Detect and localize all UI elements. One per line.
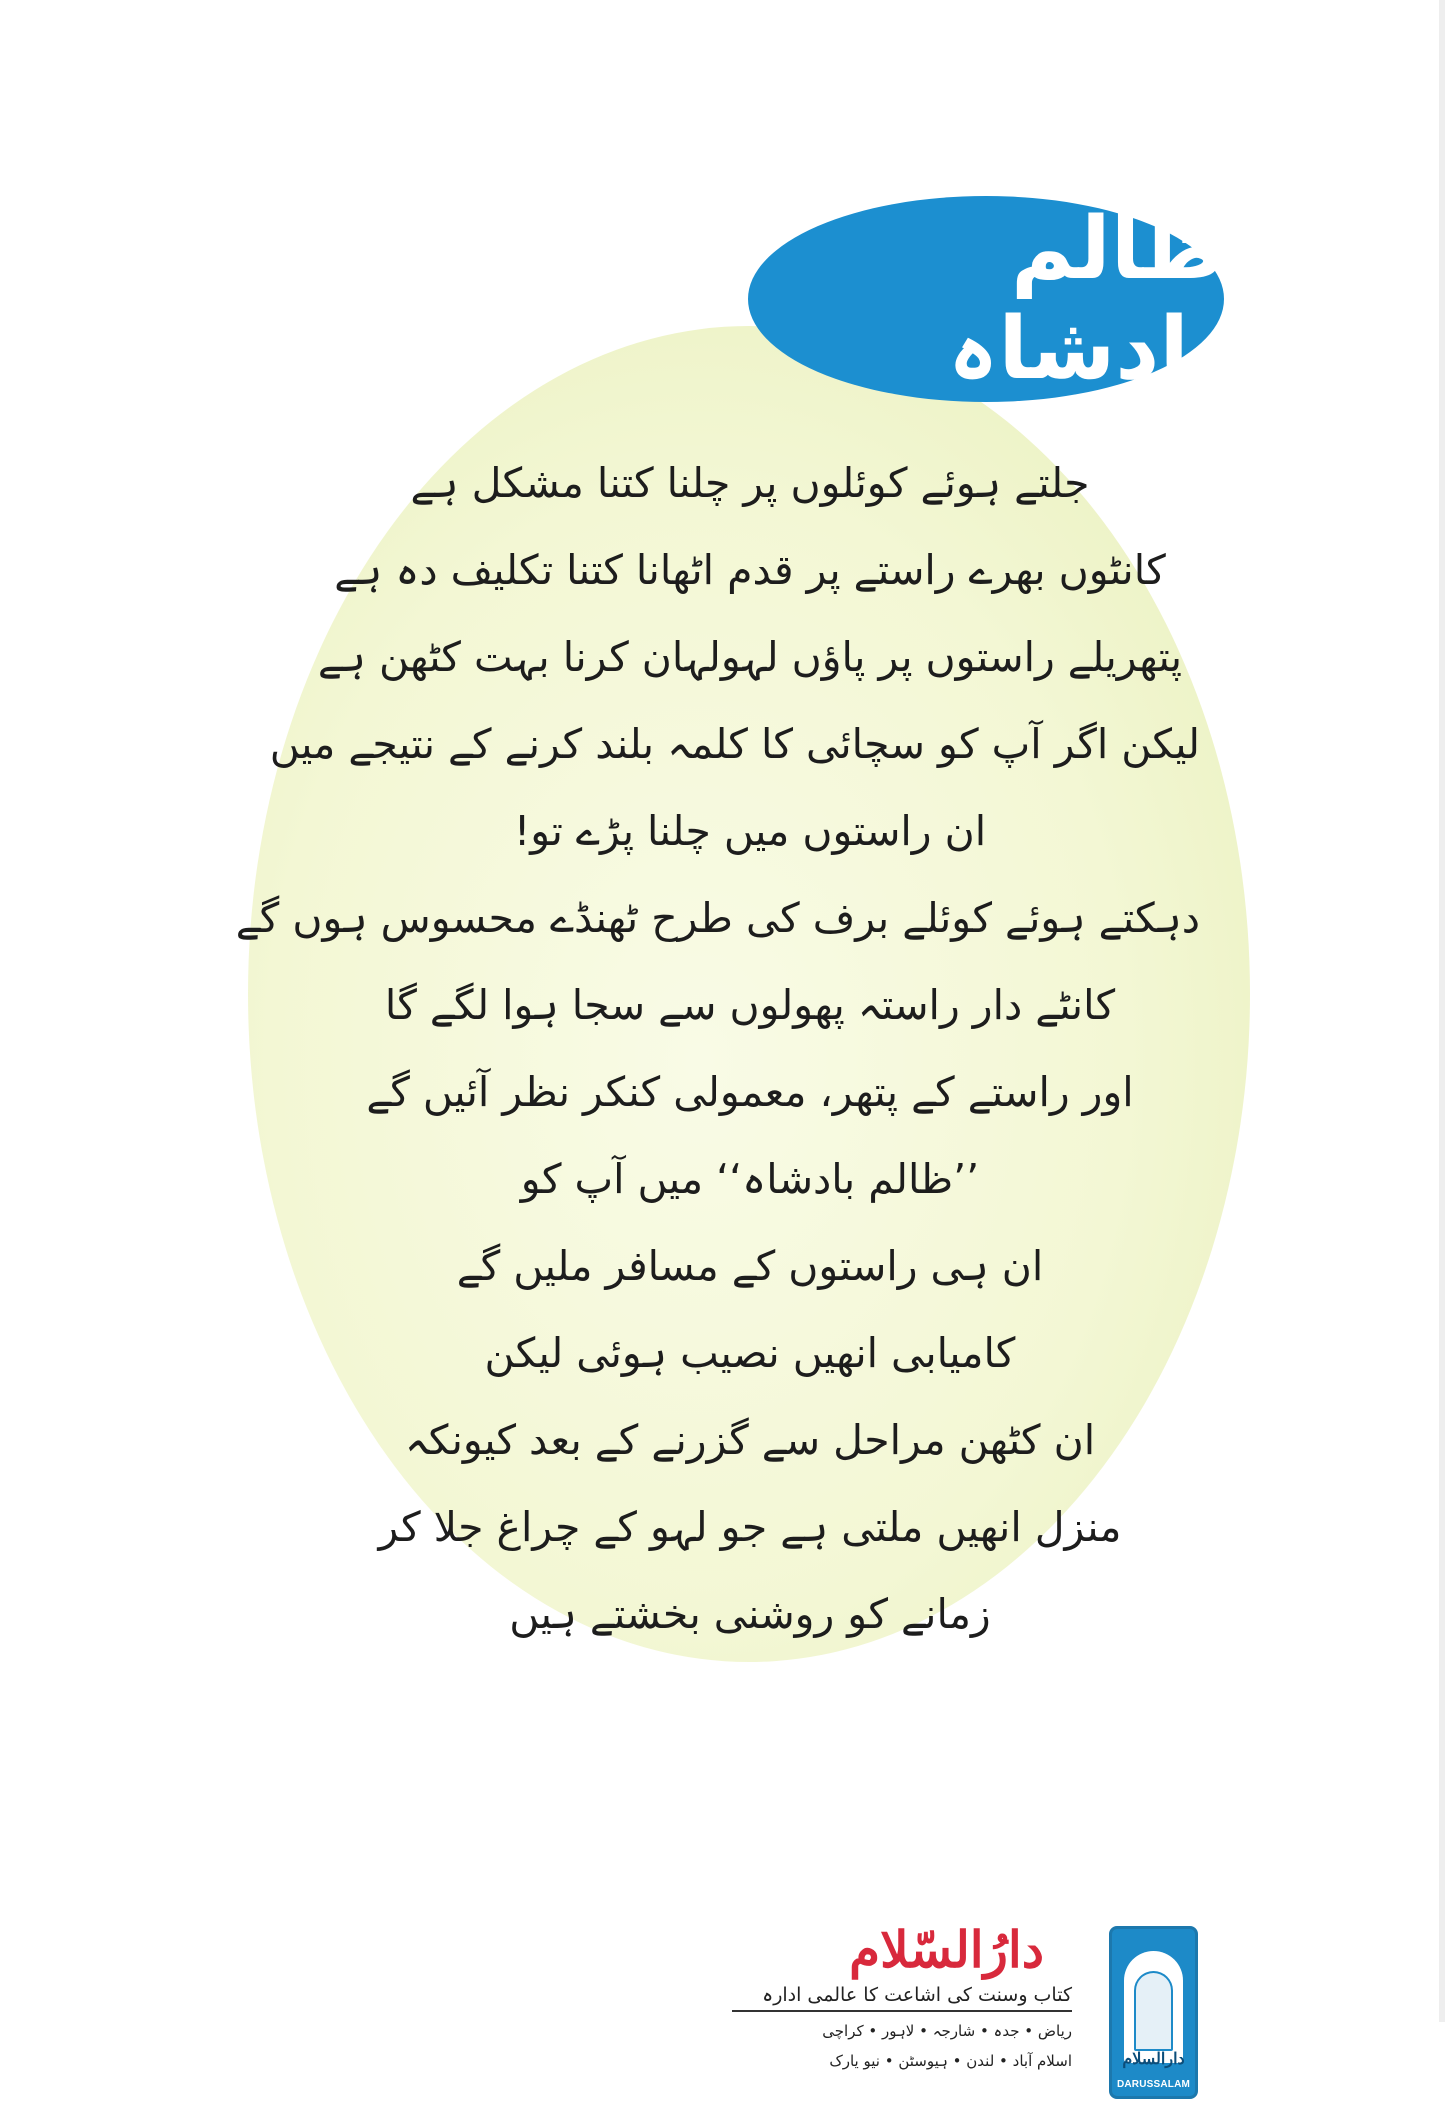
poem-line: پتھریلے راستوں پر پاؤں لہولہان کرنا بہت کٹھن ہے: [317, 633, 1183, 681]
poem-line: منزل انھیں ملتی ہے جو لہو کے چراغ جلا کر: [378, 1503, 1122, 1551]
poem-line: اور راستے کے پتھر، معمولی کنکر نظر آئیں گے: [366, 1068, 1134, 1116]
title-banner: [748, 196, 1224, 402]
darussalam-logo-icon: [1109, 1926, 1198, 2099]
publisher-cities-line2: اسلام آباد • لندن • ہیوسٹن • نیو یارک: [829, 2052, 1072, 2070]
poem-line: کامیابی انھیں نصیب ہوئی لیکن: [484, 1329, 1016, 1377]
poem-text: [235, 440, 1200, 1658]
logo-urdu-text: دارالسلام: [1122, 2051, 1185, 2068]
poem-line: دہکتے ہوئے کوئلے برف کی طرح ٹھنڈے محسوس ہوں گے: [235, 894, 1200, 942]
page-title: ظالم بادشاہ: [948, 199, 1224, 399]
poem-line: زمانے کو روشنی بخشتے ہیں: [509, 1590, 991, 1638]
poem-line: لیکن اگر آپ کو سچائی کا کلمہ بلند کرنے کے نتیجے میں: [269, 720, 1200, 768]
poem-line: جلتے ہوئے کوئلوں پر چلنا کتنا مشکل ہے: [410, 459, 1090, 507]
logo-latin-text: DARUSSALAM: [1116, 2079, 1191, 2090]
poem-line: کانٹے دار راستہ پھولوں سے سجا ہوا لگے گا: [384, 981, 1116, 1029]
poem-line: ان ہی راستوں کے مسافر ملیں گے: [456, 1242, 1044, 1290]
poem-line: ’’ظالم بادشاہ‘‘ میں آپ کو: [520, 1155, 980, 1203]
publisher-tagline: کتاب وسنت کی اشاعت کا عالمی ادارہ: [732, 1984, 1072, 2012]
poem-line: کانٹوں بھرے راستے پر قدم اٹھانا کتنا تکلیف دہ ہے: [334, 546, 1166, 594]
logo-arch-icon: [1124, 1951, 1183, 2063]
logo-book-icon: [1134, 1971, 1173, 2051]
publisher-block: [702, 1920, 1072, 2105]
poem-line: ان کٹھن مراحل سے گزرنے کے بعد کیونکہ: [404, 1416, 1096, 1464]
poem-line: ان راستوں میں چلنا پڑے تو!: [513, 807, 987, 855]
publisher-cities-line1: ریاض • جدہ • شارجہ • لاہور • کراچی: [822, 2022, 1072, 2040]
publisher-name: دارُالسّلام: [849, 1920, 1044, 1979]
